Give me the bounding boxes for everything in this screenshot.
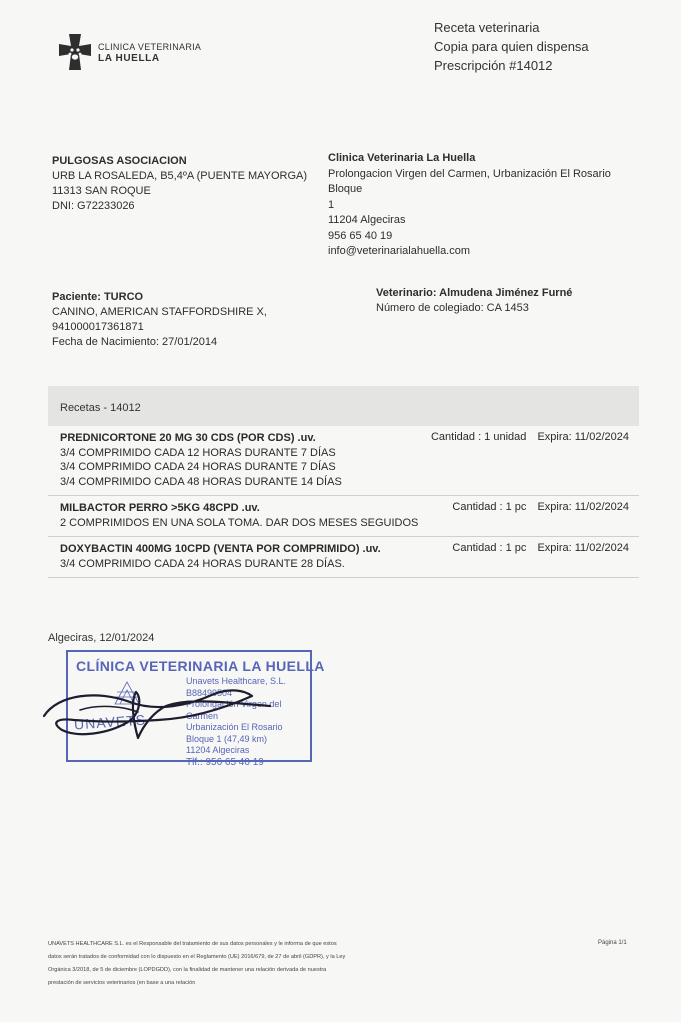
signature bbox=[38, 676, 278, 746]
drug-quantity: Cantidad : 1 pc bbox=[452, 501, 527, 513]
stamp-tel: Tlf.: 956 65 40 19 bbox=[186, 756, 264, 768]
clinic-phone: 956 65 40 19 bbox=[328, 229, 393, 242]
drug-expiry: Expira: 11/02/2024 bbox=[537, 542, 629, 554]
stamp-brand: UNAVETS bbox=[73, 711, 147, 733]
vet-name: Veterinario: Almudena Jiménez Furné bbox=[376, 287, 573, 299]
stamp-address1: Prolongación Virgen del Carmen bbox=[186, 699, 282, 721]
recipes-table bbox=[48, 386, 639, 578]
owner-city: 11313 SAN ROQUE bbox=[52, 185, 151, 197]
paw-cross-icon bbox=[58, 32, 92, 74]
doc-type: Receta veterinaria bbox=[434, 20, 540, 35]
clinic-email: info@veterinarialahuella.com bbox=[328, 245, 471, 257]
place-date: Algeciras, 12/01/2024 bbox=[48, 632, 155, 644]
drug-name: DOXYBACTIN 400MG 10CPD (VENTA POR COMPRIMIDO) .uv. bbox=[60, 543, 381, 555]
drug-name: PREDNICORTONE 20 MG 30 CDS (POR CDS) .uv. bbox=[60, 432, 316, 444]
drug-quantity: Cantidad : 1 pc bbox=[452, 542, 527, 554]
clinic-city: 11204 Algeciras bbox=[328, 214, 406, 226]
copy-label: Copia para quien dispensa bbox=[434, 39, 589, 54]
recipes-title: Recetas - 14012 bbox=[48, 386, 639, 426]
prescription-number: Prescripción #14012 bbox=[434, 58, 553, 73]
stamp-address2: Urbanización El Rosario Bloque 1 (47,49 km) bbox=[186, 722, 283, 744]
patient-chip: 941000017361871 bbox=[52, 321, 144, 333]
dosage-line: 3/4 COMPRIMIDO CADA 24 HORAS DURANTE 7 DÍAS bbox=[60, 461, 336, 473]
logo-line2: LA HUELLA bbox=[98, 53, 160, 64]
owner-address: URB LA ROSALEDA, B5,4ºA (PUENTE MAYORGA) bbox=[52, 170, 308, 182]
stamp-city: 11204 Algeciras bbox=[186, 745, 250, 755]
recipe-item bbox=[48, 496, 639, 537]
owner-name: PULGOSAS ASOCIACION bbox=[52, 155, 187, 167]
clinic-logo bbox=[58, 32, 201, 74]
owner-block bbox=[52, 154, 307, 214]
clinic-name: Clinica Veterinaria La Huella bbox=[328, 152, 476, 164]
recipe-item bbox=[48, 537, 639, 578]
stamp-title: CLÍNICA VETERINARIA LA HUELLA bbox=[76, 658, 325, 674]
privacy-footer: UNAVETS HEALTHCARE S.L. es el Responsable del tratamiento de sus datos personales y le informa de que estos datos serán tratados de conformidad con lo dispuesto en el Reglamento (UE) 2016/679, de 27 de abril (GDPR), y la Ley Orgánica 3/2018, de 5 de diciembre (LOPDGDD), con la finalidad de mantener una relación derivada de nuestra prestación de servicios veterinarios (en base a una relación bbox=[48, 941, 346, 986]
drug-name: MILBACTOR PERRO >5KG 48CPD .uv. bbox=[60, 502, 260, 514]
recipe-item bbox=[48, 426, 639, 496]
drug-quantity: Cantidad : 1 unidad bbox=[430, 431, 527, 443]
owner-dni: DNI: G72233026 bbox=[52, 200, 135, 212]
stamp-cif: B88499504 bbox=[186, 687, 233, 698]
dosage-line: 2 COMPRIMIDOS EN UNA SOLA TOMA. DAR DOS MESES SEGUIDOS bbox=[60, 516, 419, 529]
page-number: Página 1/1 bbox=[598, 940, 627, 946]
document-header bbox=[434, 18, 589, 75]
clinic-address1: Prolongacion Virgen del Carmen, Urbanización El Rosario Bloque bbox=[328, 167, 611, 195]
patient-birth: Fecha de Nacimiento: 27/01/2014 bbox=[52, 336, 218, 348]
dosage-line: 3/4 COMPRIMIDO CADA 24 HORAS DURANTE 28 DÍAS. bbox=[60, 557, 345, 570]
dosage-line: 3/4 COMPRIMIDO CADA 48 HORAS DURANTE 14 DÍAS bbox=[60, 475, 342, 488]
patient-block bbox=[52, 290, 267, 350]
drug-expiry: Expira: 11/02/2024 bbox=[537, 431, 629, 443]
drug-expiry: Expira: 11/02/2024 bbox=[537, 501, 629, 513]
clinic-block bbox=[328, 151, 648, 260]
clinic-address2: 1 bbox=[328, 198, 335, 211]
vet-license: Número de colegiado: CA 1453 bbox=[376, 302, 529, 314]
patient-name: Paciente: TURCO bbox=[52, 291, 144, 303]
vet-block bbox=[376, 286, 572, 316]
dosage-line: 3/4 COMPRIMIDO CADA 12 HORAS DURANTE 7 DÍAS bbox=[60, 446, 336, 459]
logo-line1: CLINICA VETERINARIA bbox=[98, 42, 202, 52]
patient-species: CANINO, AMERICAN STAFFORDSHIRE X, bbox=[52, 306, 267, 318]
stamp-company: Unavets Healthcare, S.L. bbox=[186, 676, 287, 686]
